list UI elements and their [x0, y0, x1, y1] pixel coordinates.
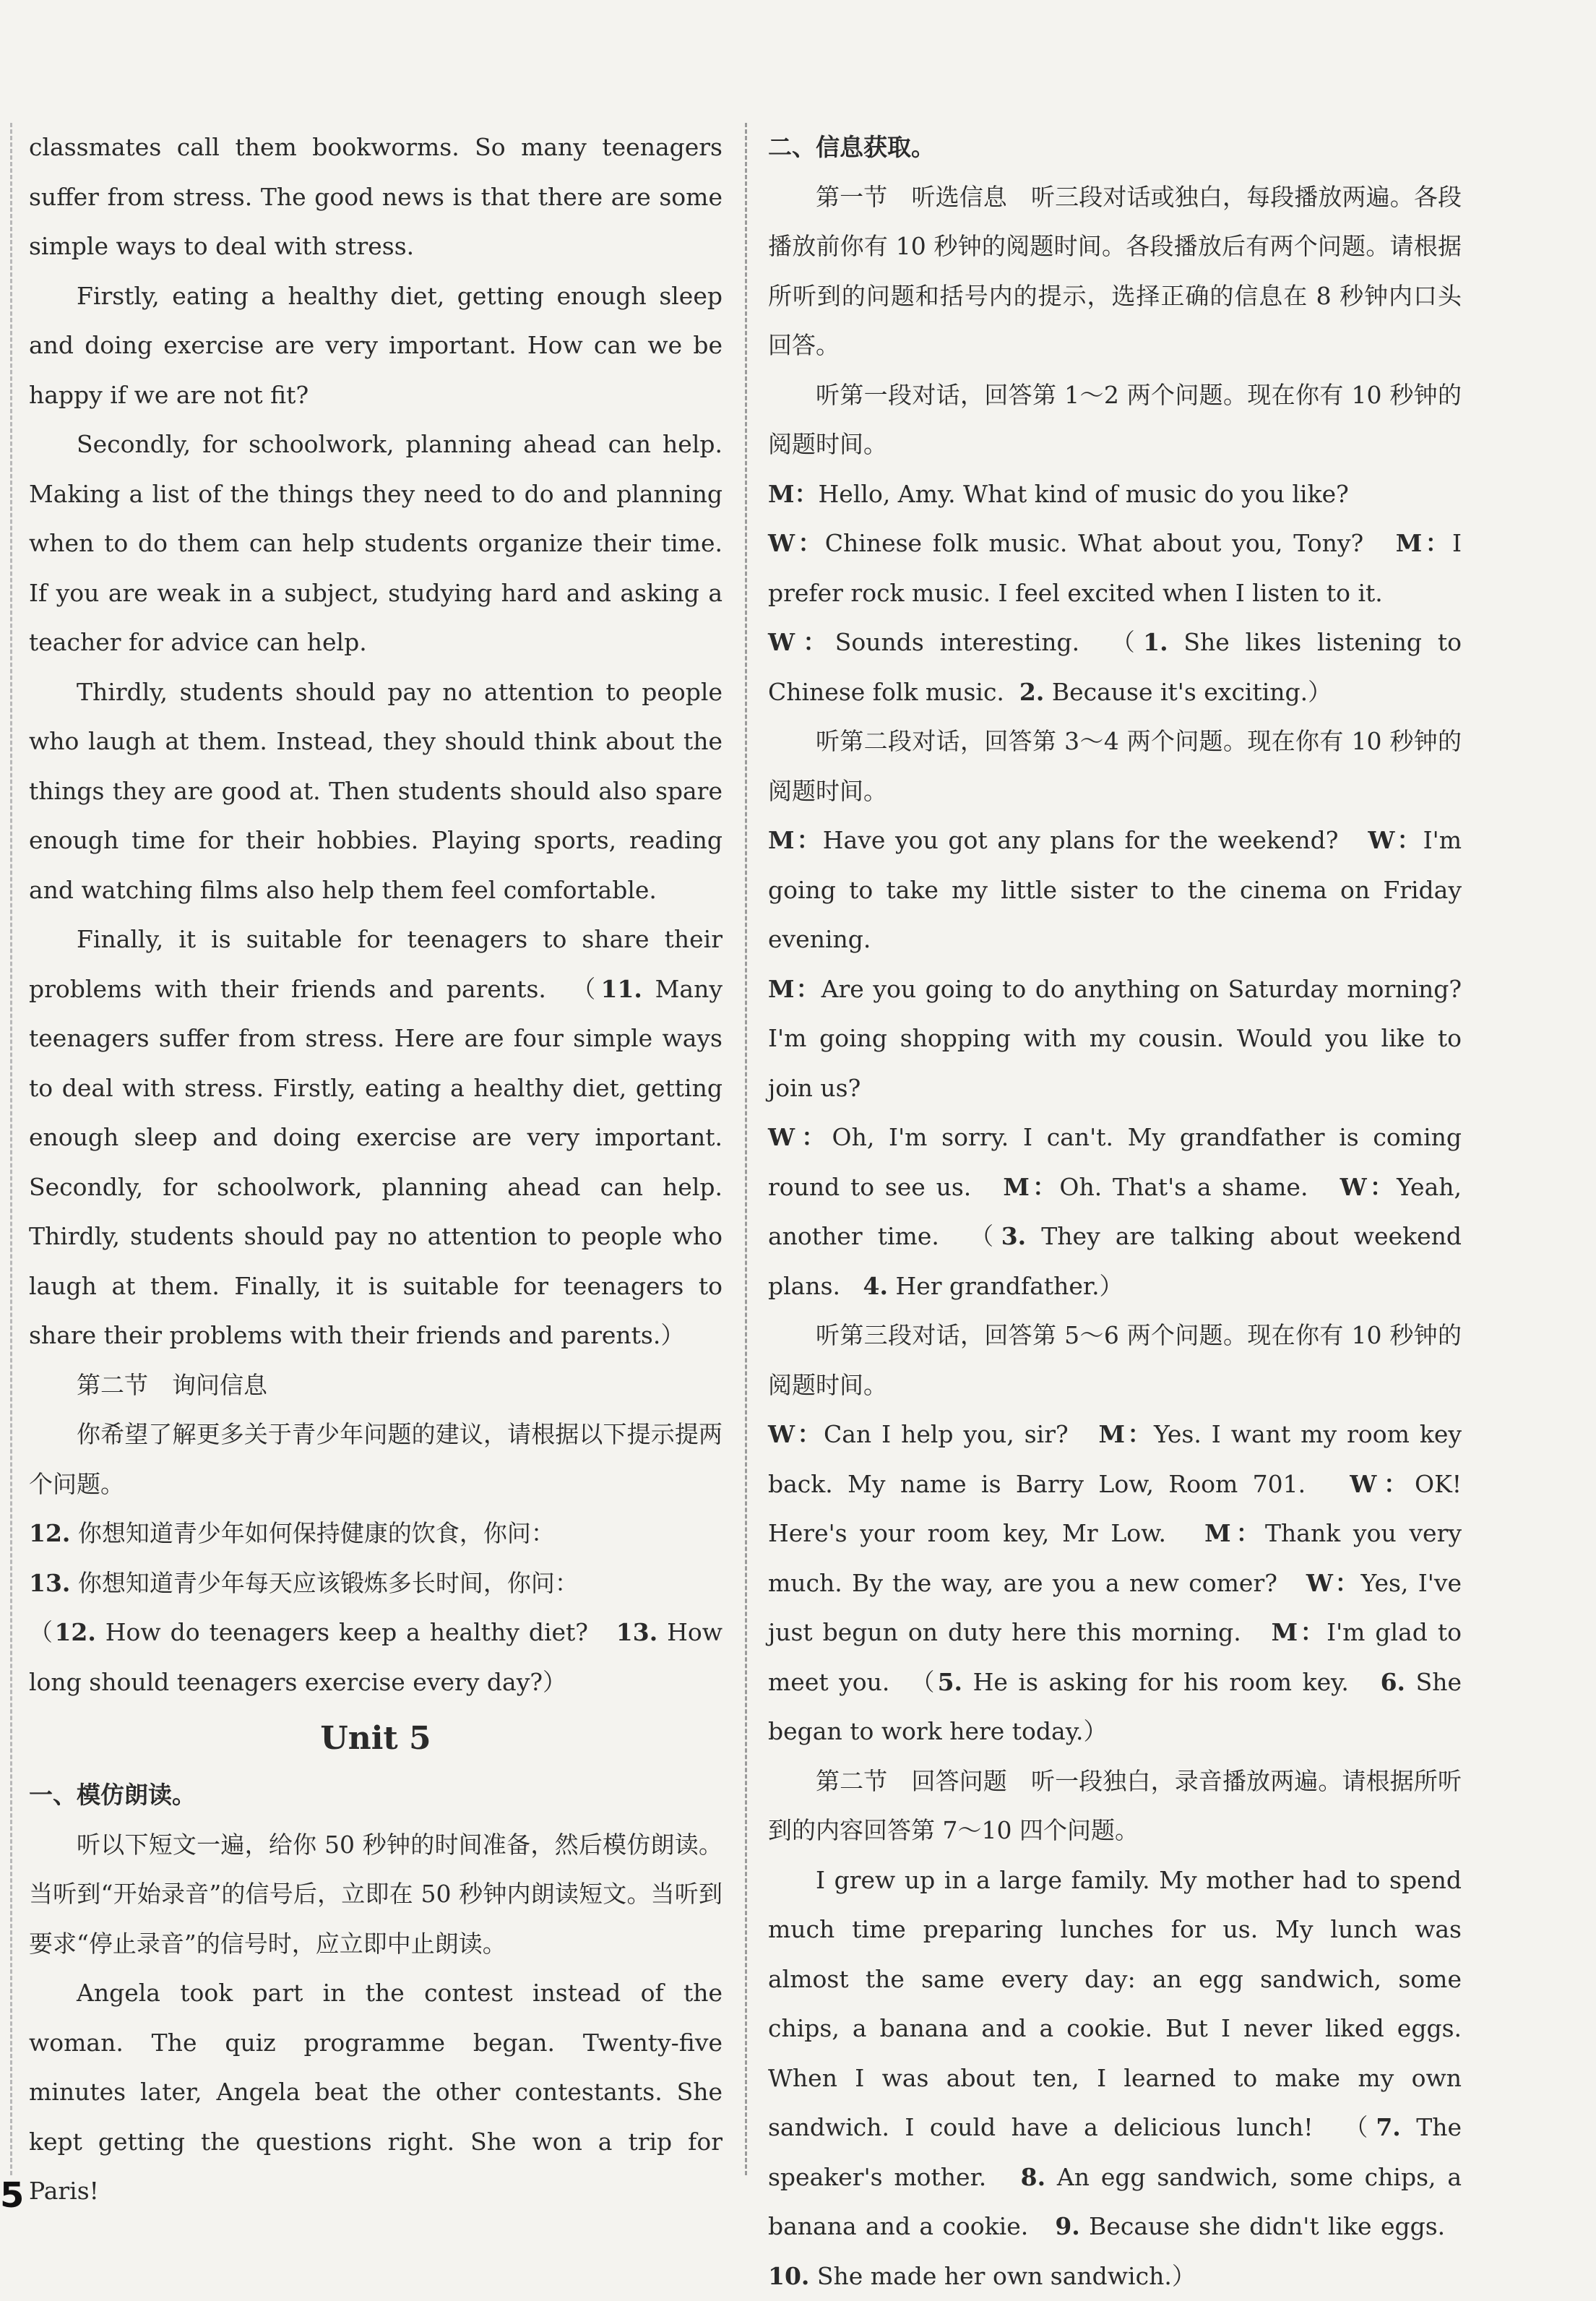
paragraph: Secondly, for schoolwork, planning ahead can help. Making a list of the things they need to do and planning when to do them can help students organize their time. If you are weak in a subject, studying hard and asking a teacher for advice can help. — [29, 420, 722, 668]
dialogue-instruction: 听第三段对话，回答第 5～6 两个问题。现在你有 10 秒钟的阅题时间。 — [768, 1311, 1462, 1410]
section-instruction: 第二节 回答问题 听一段独白，录音播放两遍。请根据所听到的内容回答第 7～10 四个问题。 — [768, 1757, 1462, 1856]
dialogue-instruction: 听第二段对话，回答第 3～4 两个问题。现在你有 10 秒钟的阅题时间。 — [768, 717, 1462, 816]
answer-text: Many teenagers suffer from stress. Here are four simple ways to deal with stress. Firstly, eating a healthy diet, getting enough sleep and doing exercise are very important. Secondly, for schoolwork, planning ahead can help. Thirdly, students should pay no attention to people who laugh at them. Finally, it is suitable for teenagers to share their problems with their friends and parents.） — [29, 975, 722, 1350]
speaker-label: W： — [768, 628, 835, 656]
dialogue-block: M：Are you going to do anything on Saturday morning? I'm going shopping with my cousin. Would you like to join us? — [768, 965, 1462, 1114]
speaker-label: W： — [1350, 1470, 1415, 1498]
answers-12-13: （12. How do teenagers keep a healthy diet? 13. How long should teenagers exercise every day?） — [29, 1608, 722, 1707]
question-number: 11. — [601, 975, 642, 1003]
part-title: 一、模仿朗读。 — [29, 1771, 722, 1820]
dialogue-line: W：Sounds interesting. （1. She likes listening to Chinese folk music. 2. Because it's exciting.） — [768, 618, 1462, 717]
speaker-label: M： — [1272, 1618, 1327, 1646]
speaker-label: W： — [768, 529, 825, 557]
paragraph-with-answer-11: Finally, it is suitable for teenagers to share their problems with their friends and parents. （11. Many teenagers suffer from stress. Here are four simple ways to deal with stress. Firstly, eating a healthy diet, getting enough sleep and doing exercise are very important. Secondly, for schoolwork, planning ahead can help. Thirdly, students should pay no attention to people who laugh at them. Finally, it is suitable for teenagers to share their problems with their friends and parents.） — [29, 915, 722, 1361]
reading-passage: Angela took part in the contest instead of the woman. The quiz programme began. Twenty-five minutes later, Angela beat the other contestants. She kept getting the questions right. She won a trip for Paris! — [29, 1969, 722, 2216]
question-12: 12. 你想知道青少年如何保持健康的饮食，你问： — [29, 1509, 722, 1559]
speaker-label: W： — [768, 1420, 824, 1448]
dialogue-line: M：Hello, Amy. What kind of music do you like? — [768, 470, 1462, 520]
question-13: 13. 你想知道青少年每天应该锻炼多长时间，你问： — [29, 1559, 722, 1609]
speaker-label: W： — [768, 1123, 832, 1151]
dialogue-line: W：Chinese folk music. What about you, Tony? M：I prefer rock music. I feel excited when I listen to it. — [768, 519, 1462, 618]
section-title: 第二节 询问信息 — [29, 1361, 722, 1411]
speaker-label: M： — [1396, 529, 1452, 557]
column-divider — [745, 123, 747, 2175]
left-margin-rule — [10, 123, 12, 2175]
part-instruction: 听以下短文一遍，给你 50 秒钟的时间准备，然后模仿朗读。当听到“开始录音”的信号后，立即在 50 秒钟内朗读短文。当听到要求“停止录音”的信号时，应立即中止朗读。 — [29, 1820, 722, 1969]
section-instruction: 第一节 听选信息 听三段对话或独白，每段播放两遍。各段播放前你有 10 秒钟的阅题时间。各段播放后有两个问题。请根据所听到的问题和括号内的提示，选择正确的信息在 8 秒钟内口头回答。 — [768, 173, 1462, 371]
paragraph: Thirdly, students should pay no attention to people who laugh at them. Instead, they should think about the things they are good at. Then students should also spare enough time for their hobbies. Playing sports, reading and watching films also help them feel comfortable. — [29, 668, 722, 916]
speaker-label: M： — [1003, 1173, 1059, 1201]
dialogue-block: W：Oh, I'm sorry. I can't. My grandfather is coming round to see us. M：Oh. That's a shame. W：Yeah, another time. （3. They are talking about weekend plans. 4. Her grandfather.） — [768, 1113, 1462, 1311]
left-column — [29, 123, 722, 2216]
speaker-label: M： — [768, 480, 819, 508]
part-title: 二、信息获取。 — [768, 123, 1462, 173]
dialogue-instruction: 听第一段对话，回答第 1～2 两个问题。现在你有 10 秒钟的阅题时间。 — [768, 371, 1462, 470]
dialogue-block: W：Can I help you, sir? M：Yes. I want my room key back. My name is Barry Low, Room 701. W：OK! Here's your room key, Mr Low. M：Thank you very much. By the way, are you a new comer? W：Yes, I've just begun on duty here this morning. M：I'm glad to meet you. （5. He is asking for his room key. 6. She began to work here today.） — [768, 1410, 1462, 1757]
unit-title: Unit 5 — [29, 1710, 722, 1768]
speaker-label: M： — [768, 975, 821, 1003]
monologue-passage: I grew up in a large family. My mother had to spend much time preparing lunches for us. My lunch was almost the same every day: an egg sandwich, some chips, a banana and a cookie. But I never liked eggs. When I was about ten, I learned to make my own sandwich. I could have a delicious lunch! （7. The speaker's mother. 8. An egg sandwich, some chips, a banana and a cookie. 9. Because she didn't like eggs. 10. She made her own sandwich.） — [768, 1856, 1462, 2301]
speaker-label: M： — [1099, 1420, 1154, 1448]
right-column — [768, 123, 1462, 2301]
section-instruction: 你希望了解更多关于青少年问题的建议，请根据以下提示提两个问题。 — [29, 1410, 722, 1509]
speaker-label: W： — [1306, 1569, 1361, 1597]
speaker-label: M： — [1204, 1519, 1265, 1547]
speaker-label: M： — [768, 826, 823, 854]
dialogue-block: M：Have you got any plans for the weekend? W：I'm going to take my little sister to the cinema on Friday evening. — [768, 816, 1462, 965]
page-number: 5 — [0, 2175, 24, 2216]
speaker-label: W： — [1368, 826, 1423, 854]
paragraph: Firstly, eating a healthy diet, getting enough sleep and doing exercise are very important. How can we be happy if we are not fit? — [29, 272, 722, 421]
paragraph: classmates call them bookworms. So many teenagers suffer from stress. The good news is that there are some simple ways to deal with stress. — [29, 123, 722, 272]
speaker-label: W： — [1340, 1173, 1397, 1201]
